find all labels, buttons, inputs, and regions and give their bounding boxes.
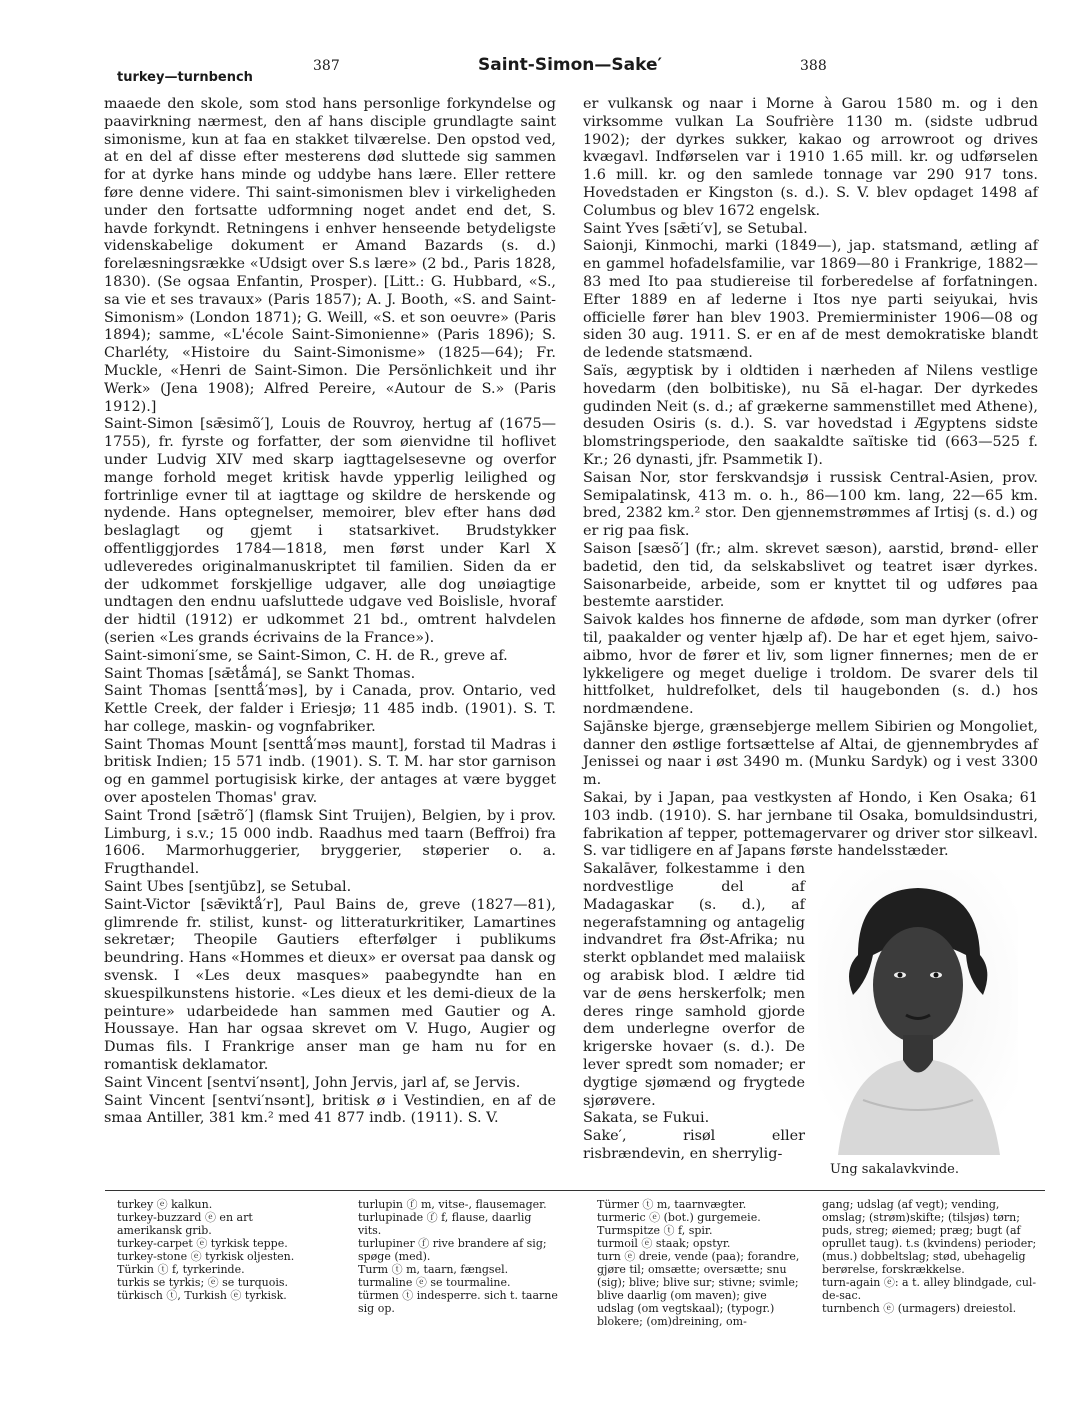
paragraph: maaede den skole, som stod hans personlige forkyndelse og paavirkning nærmest, den af hans disciple grundlagte saint simonisme, kun at faa en stakket tilværelse. Den opstod ved, at en del af disse efter mesterens død sluttede sig sammen for at dyrke hans minde og uddybe hans lære. Eller rettere føre denne videre. Thi saint-simonismen blev i virkeligheden under den fortsatte udformning noget andet end det, S. havde forkyndt. Retningens i enhver henseende betydeligste videnskabelige dokument er Amand Bazards (s. d.) forelæsningsrække «Udsigt over S.s lære» (2 bd., Paris 1828, 1830). (Se ogsaa Enfantin, Prosper). [Litt.: G. Hubbard, «S., sa vie et ses travaux» (Paris 1857); A. J. Booth, «S. and Saint-Simonism» (London 1871); G. Weill, «S. et son oeuvre» (Paris 1894); samme, «L'école Saint-Simonienne» (Paris 1896); S. Charléty, «Histoire du Saint-Simonisme» (1825—64); Fr. Muckle, «Henri de Saint-Simon. Die Persönlichkeit und ihr Werk» (Jena 1908); Alfred Pereire, «Autour de S.» (Paris 1912).] [104,96,556,415]
entry: Sajānske bjerge, grænsebjerge mellem Sibirien og Mongoliet, danner den østlige fortsættelse af Altai, de gjennembrydes af Jenissei og naar i øst 3490 m. (Munku Sardyk) og i vest 3300 m. [583,718,1038,789]
entry: Saint Ubes [sentjūbz], se Setubal. [104,879,352,896]
entry: Saionji, Kinmochi, marki (1849—), jap. statsmand, ætling af en gammel hofadelsfamilie, var 1869—80 i Frankrige, 1882—83 med Ito paa studiereise til forberedelse af forfatningen. Efter 1889 en af lederne i Itos nye parti seiyukai, hvis officielle fører han blev 1903. Premierminister 1906—08 og siden 30 aug. 1911. S. er en af de mest demokratiske blandt de ledende statsmænd. [583,238,1038,362]
entry: Sakata, se Fukui. [583,1110,710,1127]
entry: Sake′, risøl eller risbrændevin, en sherrylig- [583,1128,805,1163]
entry: Saint Thomas [senttǻ′məs], by i Canada, prov. Ontario, ved Kettle Creek, der falder i Eriesjø; 11 485 indb. (1901). S. T. har college, maskin- og vognfabriker. [104,683,556,735]
footer-entry: turkey-buzzard ⓔ en art amerikansk grib. [117,1211,253,1237]
footer-entry: turkey-carpet ⓔ tyrkisk teppe. [117,1237,288,1250]
entry: Sakalāver, folkestamme i den nordvestlige del af Madagaskar (s. d.), af negerafstamning og antagelig indvandret fra Øst-Afrika; nu sterkt opblandet med malaiisk og arabisk blod. I ældre tid var de øens herskerfolk; men deres ringe samhold gjorde dem underlegne overfor de krigerske hovaer (s. d.). De lever spredt som nomader; er dygtige sjømænd og frygtede sjørøvere. [583,861,805,1109]
entry: Sakai, by i Japan, paa vestkysten af Hondo, i Ken Osaka; 61 103 indb. (1910). S. har jernbane til Osaka, bomuldsindustri, fabrikation af tepper, pottemagervarer og driver stor silkeavl. S. var tidligere en af Japans første handelsstæder. [583,790,1038,860]
paragraph: er vulkansk og naar i Morne à Garou 1580 m. og i den virksomme vulkan La Soufrière 1130 m. (sidste udbrud 1902); der dyrkes sukker, kakao og arrowroot og drives kvægavl. Indførselen var i 1910 1.65 mill. kr. og udførselen 1.6 mill. kr. og den samlede tonnage var 290 917 tons. Hovedstaden er Kingston (s. d.). S. V. blev opdaget 1498 af Columbus og blev 1672 engelsk. [583,96,1038,219]
left-column [104,96,556,1128]
running-title: Saint-Simon—Sake′ [478,55,662,75]
entry: Saint-simoni′sme, se Saint-Simon, C. H. de R., greve af. [104,647,508,664]
footer-entry: turlupinade ⓕ f, flause, daarlig vits. [358,1211,532,1237]
footer-entry: turn ⓔ dreie, vende (paa); forandre, gjøre til; omsætte; oversætte; snu (sig); blive; blive sur; stivne; svimle; blive daarlig (om maven); give udslag (om vegtskaal); (typogr.) blokere; (om)dreining, om- [597,1250,800,1328]
footer-column-4 [822,1198,1038,1315]
footer-column-2 [358,1198,558,1315]
entry: Saint-Simon [sǣsimõ′], Louis de Rouvroy, hertug af (1675—1755), fr. fyrste og forfatter, der som øienvidne til hoflivet under Ludvig XIV med skarp iagttagelsesevne og overfor mange forhold meget kritisk havde ypperlig leilighed og fortrinlige evner til at iagttage og skildre de herskende og nydende. Hans optegnelser, memoirer, blev efter hans død beslaglagt og gjemt i statsarkivet. Brudstykker offentliggjordes 1784—1818, men først under Karl X udleveredes originalmanuskriptet til familien. Siden da er der udkommet forskjellige udgaver, alle dog unøiagtige undtagen den endnu uafsluttede udgave ved Boislisle, hvoraf der hidtil (1912) er udkommet 21 bd., omtrent halvdelen (serien «Les grands écrivains de la France»). [104,416,556,646]
footer-entry: turn-again ⓔ: a t. alley blindgade, cul-de-sac. [822,1276,1037,1302]
footer-entry: turkis se tyrkis; ⓔ se turquois. [117,1276,288,1289]
footer-entry: turmeric ⓔ (bot.) gurgemeie. [597,1211,761,1224]
footer-entry: turlupin ⓕ m, vitse-, flausemager. [358,1198,547,1211]
entry: Saint Vincent [sentvi′nsənt], britisk ø i Vestindien, en af de smaa Antiller, 381 km.² med 41 877 indb. (1911). S. V. [104,1092,556,1127]
footer-entry: turlupiner ⓕ rive brandere af sig; spøge (med). [358,1237,547,1263]
footer-entry: türmen ⓣ indesperre. sich t. taarne sig op. [358,1289,558,1315]
entry: Saint Trond [sǣtrõ′] (flamsk Sint Truijen), Belgien, by i prov. Limburg, i s.v.; 15 000 indb. Raadhus med taarn (Beffroi) fra 1606. Marmorhuggerier, bryggerier, støperier o. a. Frugthandel. [104,807,556,878]
footer-entry: gang; udslag (af vegt); vending, omslag; (strøm)skifte; (tilsjøs) tørn; puds, streg; øiemed; præg; bugt (af oprullet taug). t.s (kvindens) perioder; (mus.) dobbeltslag; stød, ubehagelig berørelse, forskrækkelse. [822,1198,1037,1276]
footer-entry: Turm ⓣ m, taarn, fængsel. [358,1263,509,1276]
footer-entry: Turmspitze ⓣ f, spir. [597,1224,713,1237]
footer-entry: turkey ⓔ kalkun. [117,1198,213,1211]
entry: Saint Thomas [sǣtǻmá], se Sankt Thomas. [104,665,416,682]
footer-divider [105,1190,1045,1191]
footer-entry: turnbench ⓔ (urmagers) dreiestol. [822,1302,1017,1315]
footer-column-3 [597,1198,807,1328]
image-caption: Ung sakalavkvinde. [830,1162,959,1177]
page-number-left: 387 [313,58,340,74]
portrait-photo [818,870,1018,1155]
entry: Saint Vincent [sentvi′nsənt], John Jervis, jarl af, se Jervis. [104,1074,521,1091]
footer-entry: türkisch ⓣ, Turkish ⓔ tyrkisk. [117,1289,287,1302]
entry: Saison [sæsõ′] (fr.; alm. skrevet sæson), aarstid, brønd- eller badetid, den tid, da selskabslivet og teatret især dyrkes. Saisonarbeide, arbeide, som er knyttet til og udføres paa bestemte aarstider. [583,540,1038,611]
footer-entry: Türkin ⓣ f, tyrkerinde. [117,1263,245,1276]
entry: Saint-Victor [sǣviktǻ′r], Paul Bains de, greve (1827—81), glimrende fr. stilist, kunst- og litteraturkritiker, Lamartines sekretær; Theopile Gautiers efterfølger i publikums beundring. Hans «Hommes et dieux» er oversat paa dansk og svensk. I «Les deux masques» paabegyndte han en skuespilkunstens historie. «Les dieux et les demi-dieux de la peinture» udarbeidede han sammen med Gautier og A. Houssaye. Han har ogsaa skrevet om V. Hugo, Augier og Dumas fils. I Frankrige anser man ge ham nu for en romantisk deklamator. [104,896,556,1074]
entry: Saïs, ægyptisk by i oldtiden i nærheden af Nilens vestlige hovedarm (den bolbitiske), nu Sā el-hagar. Der dyrkedes gudinden Neit (s. d.; af grækerne sammenstillet med Athene), desuden Osiris (s. d.). S. var hovedstad i Ægyptens sidste blomstringsperiode, den saakaldte saïtiske tid (663—525 f. Kr.; 26 dynasti, jfr. Psammetik I). [583,362,1038,468]
footer-entry: turmoil ⓔ staak; opstyr. [597,1237,731,1250]
entry: Saint Yves [sǣti′v], se Setubal. [583,220,808,237]
footer-entry: turmaline ⓔ se tourmaline. [358,1276,511,1289]
footer-column-1 [117,1198,317,1302]
guide-words: turkey—turnbench [117,70,253,85]
entry: Saisan Nor, stor ferskvandsjø i russisk Central-Asien, prov. Semipalatinsk, 413 m. o. h., 86—100 km. lang, 22—65 km. bred, 2382 km.² stor. Den gjennemstrømmes af Irtisj (s. d.) og er rig paa fisk. [583,469,1038,540]
footer-entry: Türmer ⓣ m, taarnvægter. [597,1198,747,1211]
entry: Saint Thomas Mount [senttǻ′məs maunt], forstad til Madras i britisk Indien; 15 571 indb. (1901). S. T. M. har stor garnison og en gammel portugisisk kirke, der antages at være bygget over apostelen Thomas' grav. [104,736,556,807]
entry: Saivok kaldes hos finnerne de afdøde, som man dyrker (ofrer til, paakalder og venter hjælp af). De har et eget hjem, saivo-aibmo, hvor de fører et liv, som ligner finnernes; men de er lykkeligere og meget duelige i troldom. De svarer dels til hittfolket, huldrefolket, dels til haugebonden (s. d.) hos nordmændene. [583,612,1038,718]
page-number-right: 388 [800,58,827,74]
footer-entry: turkey-stone ⓔ tyrkisk oljesten. [117,1250,295,1263]
